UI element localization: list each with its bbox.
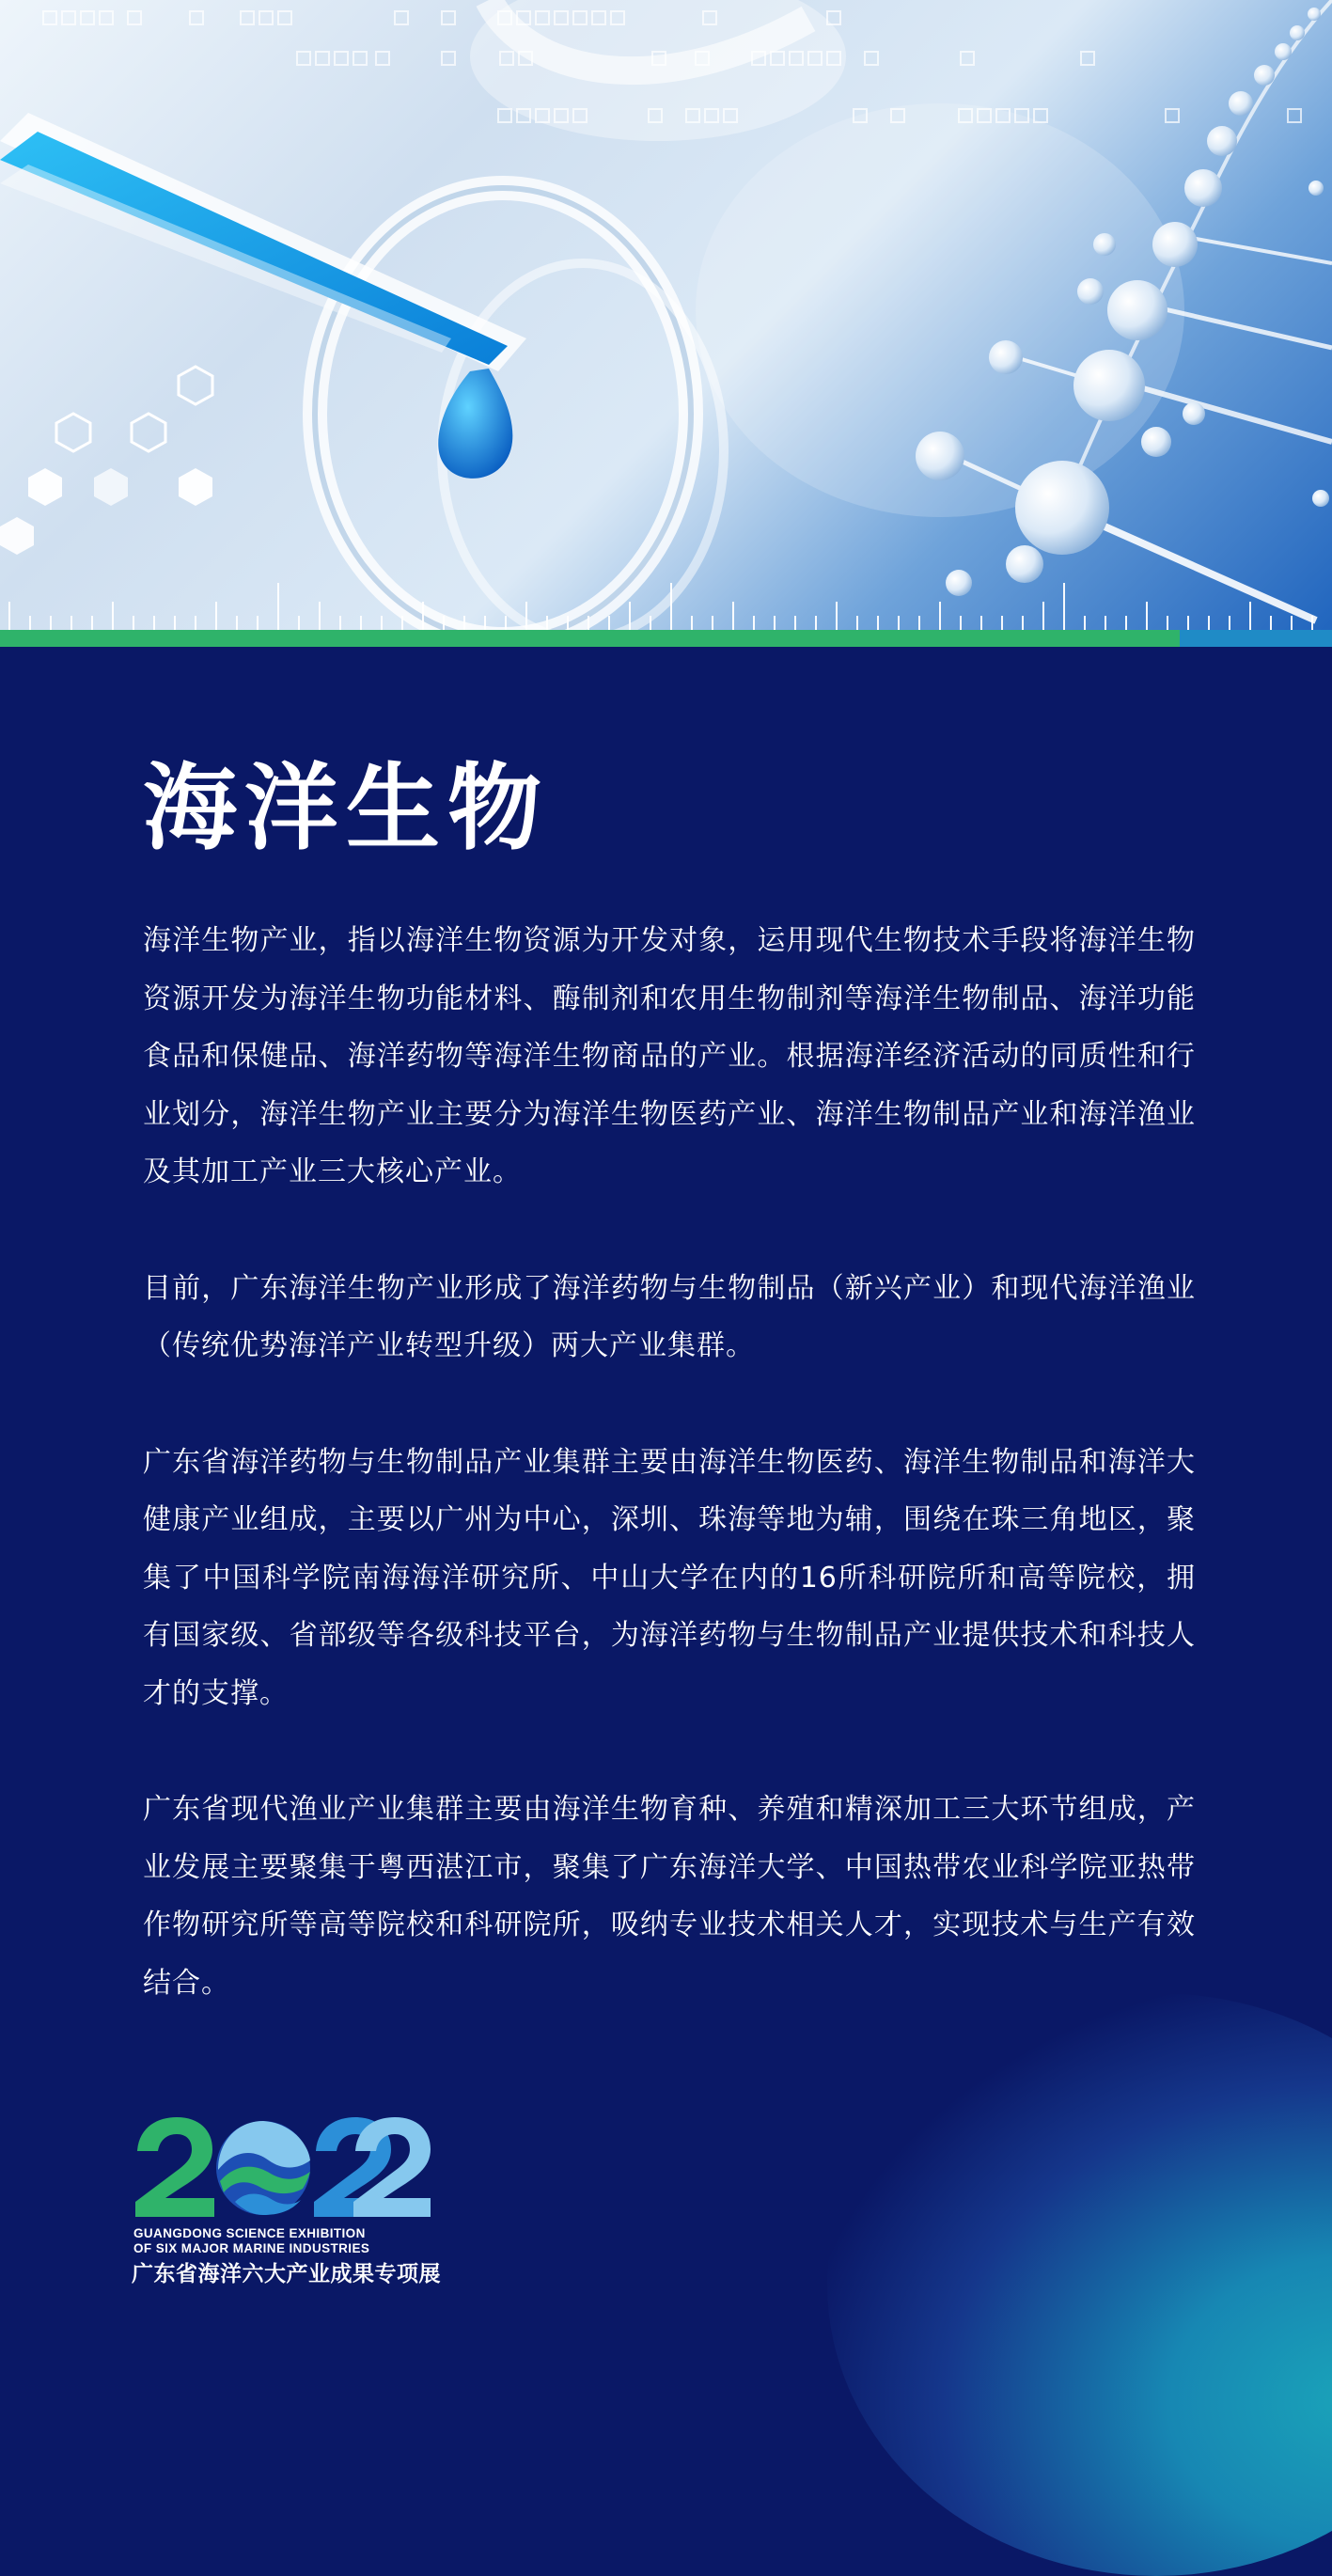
header-banner-image — [0, 0, 1332, 647]
paragraph-fishery-cluster: 广东省现代渔业产业集群主要由海洋生物育种、养殖和精深加工三大环节组成，产业发展主要聚集于粤西湛江市，聚集了广东海洋大学、中国热带农业科学院亚热带作物研究所等高等院校和科研院所，吸纳专业技术相关人才，实现技术与生产有效结合。 — [143, 1793, 1196, 2000]
exhibition-logo — [132, 2115, 441, 2294]
accent-bar-blue — [1180, 630, 1332, 647]
article-body — [143, 743, 1196, 2012]
pipette-icon — [0, 113, 526, 479]
paragraph-intro: 海洋生物产业，指以海洋生物资源为开发对象，运用现代生物技术手段将海洋生物资源开发为海洋生物功能材料、酶制剂和农用生物制剂等海洋生物制品、海洋功能食品和保健品、海洋药物等海洋生物商品的产业。根据海洋经济活动的同质性和行业划分，海洋生物产业主要分为海洋生物医药产业、海洋生物制品产业和海洋渔业及其加工产业三大核心产业。 — [143, 924, 1196, 1188]
logo-chinese-name: 广东省海洋六大产业成果专项展 — [132, 2262, 441, 2286]
beaker-icon — [315, 188, 724, 639]
lab-glassware-illustration — [0, 0, 1332, 647]
paragraph-clusters: 目前，广东海洋生物产业形成了海洋药物与生物制品（新兴产业）和现代海洋渔业（传统优势海洋产业转型升级）两大产业集群。 — [143, 1271, 1196, 1362]
logo-2022-mark — [132, 2115, 432, 2221]
decorative-glow — [827, 1993, 1332, 2576]
accent-bar-green — [0, 630, 1180, 647]
logo-english-line-1: GUANGDONG SCIENCE EXHIBITION — [133, 2226, 366, 2240]
paragraph-pharma-cluster: 广东省海洋药物与生物制品产业集群主要由海洋生物医药、海洋生物制品和海洋大健康产业组成，主要以广州为中心，深圳、珠海等地为辅，围绕在珠三角地区，聚集了中国科学院南海海洋研究所、中山大学在内的16所科研院所和高等院校，拥有国家级、省部级等各级科技平台，为海洋药物与生物制品产业提供技术和科技人才的支撑。 — [143, 1445, 1196, 1710]
page-title: 海洋生物 — [143, 753, 549, 863]
hexagon-pattern — [0, 367, 212, 555]
logo-english-line-2: OF SIX MAJOR MARINE INDUSTRIES — [133, 2241, 370, 2255]
